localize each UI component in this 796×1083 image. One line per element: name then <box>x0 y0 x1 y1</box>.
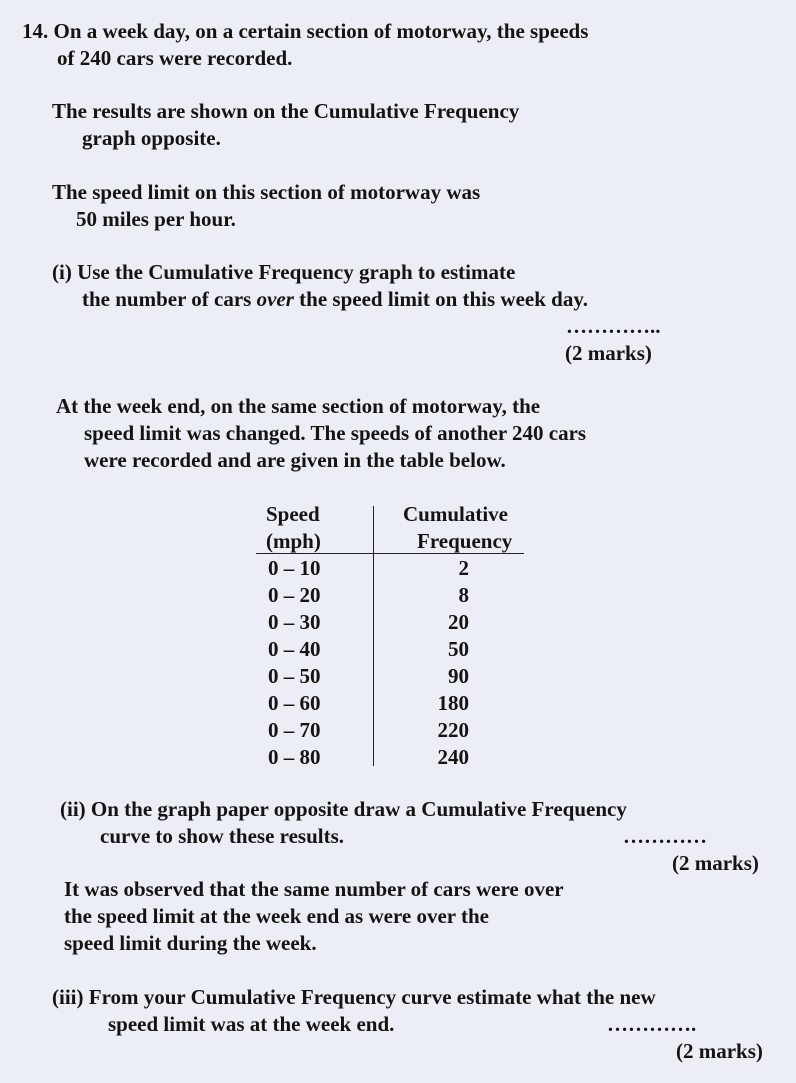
weekend-line1: At the week end, on the same section of motorway, the <box>56 394 541 418</box>
cf-cell: 180 <box>437 691 469 715</box>
header-cf-2: Frequency <box>417 529 513 553</box>
part-iii-answer-dots: …………. <box>607 1012 697 1036</box>
speed-cell: 0 – 30 <box>268 610 321 634</box>
weekend-line3: were recorded and are given in the table below. <box>84 448 506 472</box>
header-speed-2: (mph) <box>266 529 321 553</box>
limit-line2: 50 miles per hour. <box>76 207 236 231</box>
cf-cell: 8 <box>458 583 469 607</box>
weekend-line2: speed limit was changed. The speeds of another 240 cars <box>84 421 587 445</box>
question-intro-line2: of 240 cars were recorded. <box>57 46 293 70</box>
part-i-line1: (i) Use the Cumulative Frequency graph to estimate <box>52 260 516 284</box>
speed-cell: 0 – 60 <box>268 691 321 715</box>
cf-cell: 50 <box>448 637 469 661</box>
part-ii-line1: (ii) On the graph paper opposite draw a Cumulative Frequency <box>60 797 627 821</box>
part-iii-marks: (2 marks) <box>676 1039 763 1063</box>
observed-line2: the speed limit at the week end as were over the <box>64 904 489 928</box>
results-line1: The results are shown on the Cumulative Frequency <box>52 99 520 123</box>
part-ii-line2: curve to show these results. <box>100 824 345 848</box>
limit-line1: The speed limit on this section of motorway was <box>52 180 481 204</box>
header-cf-1: Cumulative <box>403 502 508 526</box>
part-iii-line2: speed limit was at the week end. <box>108 1012 395 1036</box>
part-ii-marks: (2 marks) <box>672 851 759 875</box>
part-i-text-a: the number of cars <box>82 287 257 311</box>
speed-cell: 0 – 70 <box>268 718 321 742</box>
question-intro-line1: 14. On a week day, on a certain section of motorway, the speeds <box>22 19 589 43</box>
speed-cell: 0 – 10 <box>268 556 321 580</box>
observed-line1: It was observed that the same number of cars were over <box>64 877 564 901</box>
part-i-line2 <box>82 287 588 311</box>
cf-cell: 240 <box>437 745 469 769</box>
speed-cell: 0 – 80 <box>268 745 321 769</box>
cf-cell: 20 <box>448 610 469 634</box>
part-i-text-b: the speed limit on this week day. <box>293 287 588 311</box>
observed-line3: speed limit during the week. <box>64 931 317 955</box>
part-ii-answer-dots: ………… <box>623 824 707 848</box>
results-line2: graph opposite. <box>82 126 221 150</box>
speed-cell: 0 – 40 <box>268 637 321 661</box>
cf-cell: 2 <box>458 556 469 580</box>
part-i-answer-dots: ………….. <box>566 314 661 338</box>
part-iii-line1: (iii) From your Cumulative Frequency curve estimate what the new <box>52 985 656 1009</box>
part-i-emphasis: over <box>256 287 294 311</box>
cf-cell: 220 <box>437 718 469 742</box>
speed-cell: 0 – 50 <box>268 664 321 688</box>
header-speed-1: Speed <box>266 502 320 526</box>
cf-cell: 90 <box>448 664 469 688</box>
part-i-marks: (2 marks) <box>565 341 652 365</box>
speed-cell: 0 – 20 <box>268 583 321 607</box>
